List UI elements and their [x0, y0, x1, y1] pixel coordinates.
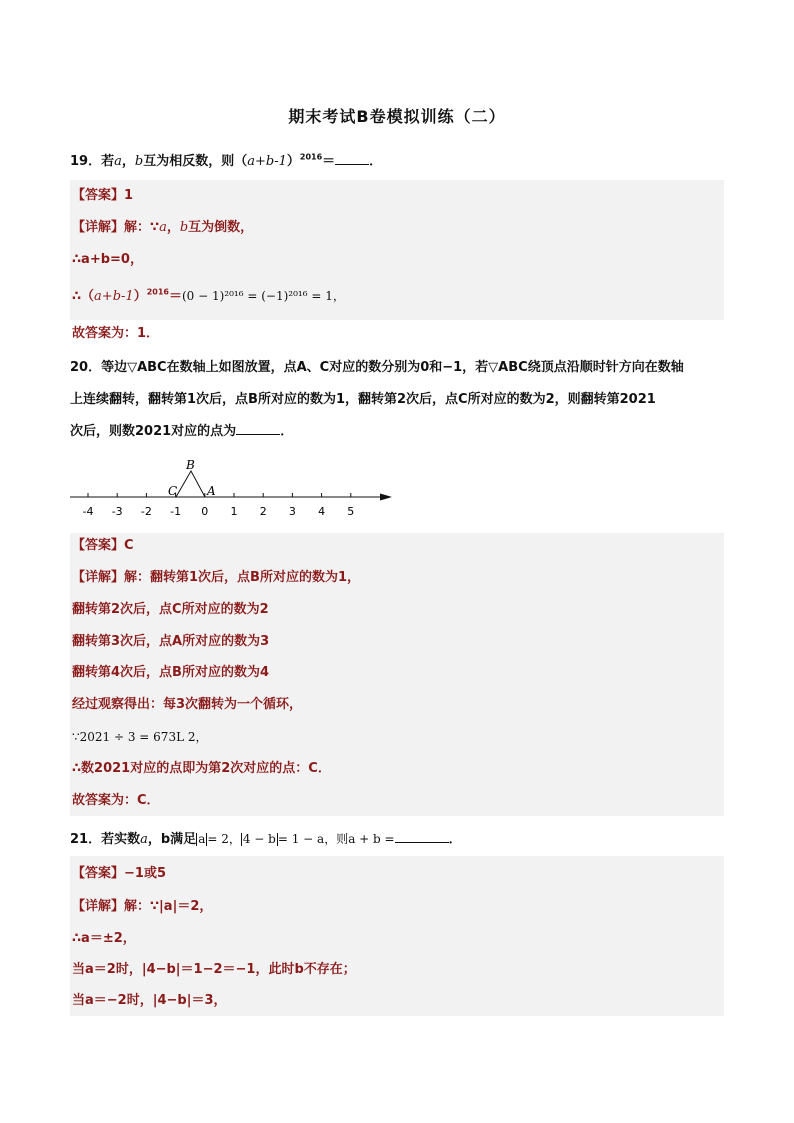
answer-value: −1或5	[124, 866, 166, 881]
number-line-diagram	[70, 455, 400, 523]
detail-tag: 【详解】	[72, 899, 125, 914]
solution-line: 翻转第4次后，点B所对应的数为4	[72, 665, 269, 680]
math-expression: ∵2021 ÷ 3 = 673L 2，	[72, 730, 208, 744]
label-A: A	[207, 484, 216, 498]
answer-tag: 【答案】	[72, 866, 125, 881]
axis-tick-label: 3	[288, 505, 296, 518]
answer-blank	[236, 422, 280, 435]
page-title: 期末考试B卷模拟训练（二）	[288, 107, 506, 126]
var-a: a	[114, 154, 122, 169]
question-20	[70, 352, 724, 448]
label-C: C	[168, 484, 178, 498]
answer-line	[72, 538, 722, 554]
q20-line-3	[70, 416, 724, 448]
solution-line	[72, 729, 722, 746]
answer-blank	[335, 152, 369, 165]
exponent: 2016	[146, 287, 169, 297]
arrow-head-icon	[380, 494, 392, 501]
therefore: ∴（	[72, 289, 95, 304]
exponent: 2016	[299, 152, 323, 162]
q21-text: 若实数	[101, 832, 141, 847]
solution-line: ∴a+b=0，	[72, 252, 143, 267]
period: ．	[280, 424, 294, 439]
period: ．	[448, 832, 462, 847]
axis-tick-label: -3	[111, 505, 123, 518]
math-expression: = 1 − a，则a + b =	[277, 832, 395, 846]
detail-text: 互为倒数，	[188, 220, 254, 235]
expression: a+b-1	[247, 154, 287, 169]
solution-line	[72, 288, 722, 305]
detail-text: 解：∵	[124, 220, 160, 235]
detail-tag: 【详解】	[72, 570, 125, 585]
equals: ＝	[168, 289, 182, 304]
abs-a: a	[198, 832, 206, 846]
label-B: B	[186, 458, 195, 472]
solution-line: 当a＝2时，|4−b|＝1−2＝−1，此时b不存在；	[72, 962, 356, 977]
detail-line: 【详解】解：∵a，b互为倒数，	[72, 220, 254, 235]
triangle-abc	[176, 471, 205, 497]
question-21	[70, 830, 724, 848]
q20-line-1	[70, 352, 724, 384]
solution-line: 经过观察得出：每3次翻转为一个循环，	[72, 697, 303, 712]
axis-tick-label: 1	[230, 505, 238, 518]
solution-line: 翻转第3次后，点A所对应的数为3	[72, 634, 270, 649]
axis-tick-label: 0	[201, 505, 209, 518]
answer-blank	[395, 830, 449, 843]
detail-text: 解：翻转第1次后，点B所对应的数为1，	[124, 570, 361, 585]
answer-tag: 【答案】	[72, 538, 125, 553]
q20-text: 等边▽ABC在数轴上如图放置，点A、C对应的数分别为0和−1，若▽ABC绕顶点沿顺时针方向在数轴	[101, 360, 684, 375]
question-number: 19．	[70, 154, 102, 169]
equals: ＝	[322, 154, 336, 169]
axis-tick-label: -1	[170, 505, 182, 518]
detail-line	[72, 899, 722, 915]
paren-close: ）	[286, 154, 300, 169]
axis-tick-label: -2	[140, 505, 152, 518]
answer-line	[72, 866, 722, 882]
math-expression: = 2，	[207, 832, 241, 846]
solution-line: ∴a＝±2，	[72, 931, 136, 946]
answer-value: 1	[124, 188, 134, 203]
detail-tag: 【详解】	[72, 220, 125, 235]
paren-close: ）	[133, 289, 147, 304]
expression: a+b-1	[94, 289, 134, 304]
solution-line: 当a＝−2时，|4−b|＝3，	[72, 993, 227, 1008]
answer-value: C	[124, 538, 134, 553]
conclusion-line: 故答案为：C．	[72, 793, 160, 808]
question-19	[70, 152, 724, 170]
detail-line	[72, 570, 722, 586]
question-number: 21．	[70, 832, 102, 847]
var-b: b	[179, 220, 189, 235]
q19-text: 若	[101, 154, 115, 169]
axis-tick-label: 5	[347, 505, 355, 518]
var-a: a	[140, 832, 148, 847]
var-a: a	[159, 220, 167, 235]
solution-line: 翻转第2次后，点C所对应的数为2	[72, 602, 269, 617]
period: ．	[369, 154, 383, 169]
math-expression: (0 − 1)²⁰¹⁶ = (−1)²⁰¹⁶ = 1，	[181, 289, 345, 303]
q20-text: 次后，则数2021对应的点为	[70, 424, 237, 439]
answer-tag: 【答案】	[72, 188, 125, 203]
abs-expression: 4 − b	[242, 832, 276, 846]
axis-tick-label: -4	[82, 505, 94, 518]
comma: ，	[121, 154, 135, 169]
axis-tick-label: 2	[259, 505, 267, 518]
q20-line-2: 上连续翻转，翻转第1次后，点B所对应的数为1，翻转第2次后，点C所对应的数为2，则翻转第2021	[70, 392, 656, 407]
q21-text: ，b满足	[147, 832, 197, 847]
detail-text: 解：∵|a|＝2，	[124, 899, 213, 914]
axis-tick-label: 4	[318, 505, 326, 518]
answer-line	[72, 188, 722, 204]
q19-text-b: 互为相反数，则（	[143, 154, 248, 169]
solution-line: ∴数2021对应的点即为第2次对应的点：C．	[72, 761, 331, 776]
conclusion-line: 故答案为：1．	[72, 326, 160, 341]
question-number: 20．	[70, 360, 102, 375]
var-b: b	[134, 154, 144, 169]
